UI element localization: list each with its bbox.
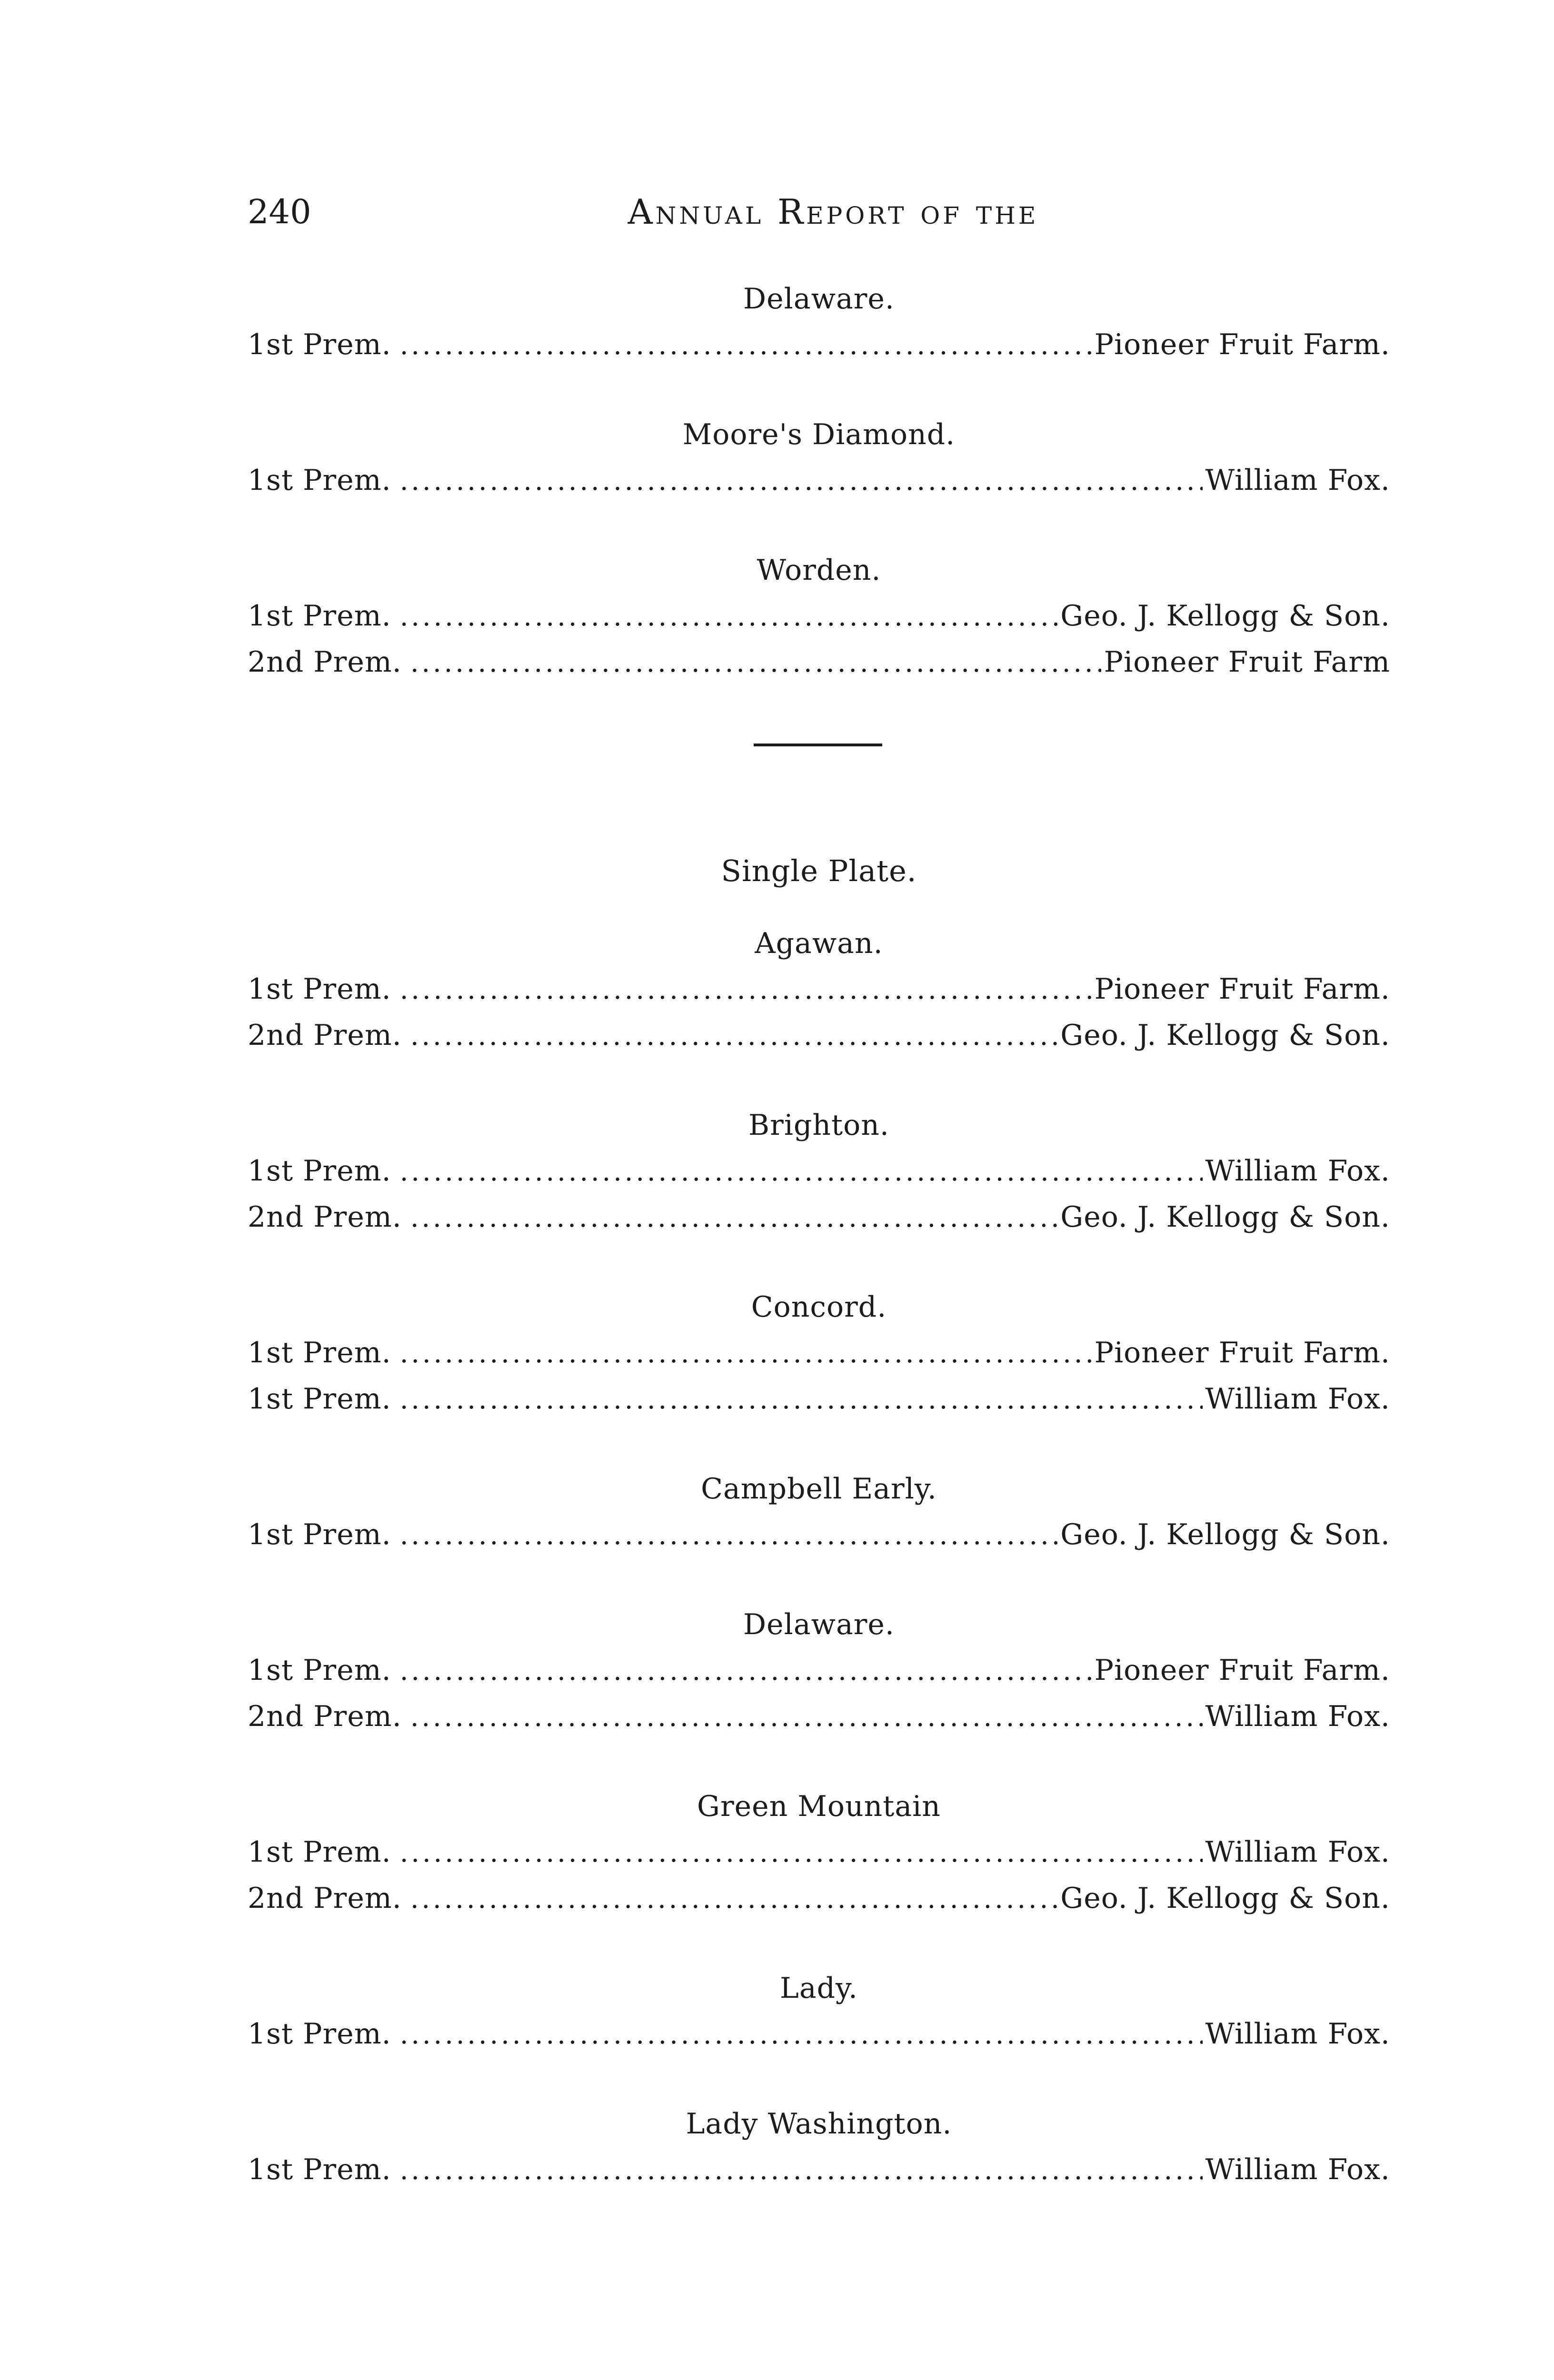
premium-entry (248, 1330, 1390, 1376)
winner-name: Pioneer Fruit Farm. (1094, 1336, 1390, 1369)
winner-name: William Fox. (1205, 2153, 1390, 2186)
winner-name: Pioneer Fruit Farm. (1094, 328, 1390, 361)
winner-name: Pioneer Fruit Farm. (1094, 1654, 1390, 1687)
variety-section (248, 1602, 1390, 1740)
dot-leader (400, 2147, 1203, 2193)
premium-label: 1st Prem. (248, 1835, 391, 1869)
premium-label: 2nd Prem. (248, 1882, 402, 1915)
dot-leader (410, 1694, 1203, 1740)
premium-entry (248, 2147, 1390, 2193)
variety-title: Lady. (779, 1972, 858, 2005)
divider-rule (754, 744, 882, 746)
winner-name: William Fox. (1205, 2017, 1390, 2051)
single-plate-groups (248, 921, 1390, 2193)
page-number: 240 (248, 192, 311, 231)
variety-section (248, 1466, 1390, 1558)
dot-leader (400, 1648, 1092, 1694)
variety-section (248, 276, 1390, 368)
dot-leader (400, 1512, 1058, 1558)
premium-label: 1st Prem. (248, 1382, 391, 1416)
premium-entry (248, 1012, 1390, 1059)
premium-entry (248, 322, 1390, 368)
variety-section (248, 1102, 1390, 1240)
variety-section (248, 1784, 1390, 1922)
winner-name: Geo. J. Kellogg & Son. (1060, 1019, 1390, 1052)
winner-name: Pioneer Fruit Farm (1104, 645, 1390, 679)
variety-section (248, 547, 1390, 685)
premium-entry (248, 1829, 1390, 1875)
premium-entry (248, 457, 1390, 504)
premium-label: 1st Prem. (248, 2017, 391, 2051)
premium-label: 2nd Prem. (248, 1200, 402, 1234)
winner-name: Geo. J. Kellogg & Son. (1060, 1518, 1390, 1551)
premium-entry (248, 2011, 1390, 2057)
premium-entry (248, 1647, 1390, 1694)
section-divider (248, 729, 1390, 801)
premium-entry (248, 1376, 1390, 1422)
dot-leader (400, 1330, 1092, 1377)
premium-label: 2nd Prem. (248, 1700, 402, 1733)
winner-name: Geo. J. Kellogg & Son. (1060, 1200, 1390, 1234)
premium-label: 1st Prem. (248, 328, 391, 361)
premium-entry (248, 1694, 1390, 1740)
winner-name: William Fox. (1205, 1382, 1390, 1416)
running-title: Annual Report of the (628, 192, 1039, 232)
winner-name: William Fox. (1205, 1835, 1390, 1869)
dot-leader (410, 1876, 1057, 1922)
premium-label: 1st Prem. (248, 464, 391, 497)
variety-section (248, 921, 1390, 1059)
variety-title: Campbell Early. (701, 1472, 937, 1506)
dot-leader (400, 594, 1058, 640)
dot-leader (400, 1149, 1203, 1195)
winner-name: Geo. J. Kellogg & Son. (1060, 599, 1390, 633)
dot-leader (400, 967, 1092, 1013)
dot-leader (410, 640, 1101, 686)
variety-title: Green Mountain (697, 1790, 941, 1823)
dot-leader (410, 1195, 1057, 1241)
winner-name: William Fox. (1205, 1700, 1390, 1733)
winner-name: William Fox. (1205, 1154, 1390, 1188)
running-head (248, 190, 1390, 233)
premium-entry (248, 966, 1390, 1012)
premium-label: 1st Prem. (248, 1154, 391, 1188)
variety-section (248, 2101, 1390, 2193)
premium-entry (248, 639, 1390, 685)
dot-leader (400, 1830, 1203, 1876)
variety-section (248, 412, 1390, 504)
dot-leader (400, 458, 1203, 504)
dot-leader (410, 1013, 1057, 1059)
variety-title: Delaware. (743, 1608, 895, 1641)
variety-section (248, 1284, 1390, 1422)
dot-leader (400, 2012, 1203, 2058)
premium-label: 1st Prem. (248, 1336, 391, 1369)
premium-label: 1st Prem. (248, 599, 391, 633)
premium-list (248, 276, 1390, 2237)
premium-label: 1st Prem. (248, 1654, 391, 1687)
premium-label: 1st Prem. (248, 1518, 391, 1551)
premium-label: 2nd Prem. (248, 1019, 402, 1052)
premium-entry (248, 1512, 1390, 1558)
premium-label: 1st Prem. (248, 2153, 391, 2186)
top-groups (248, 276, 1390, 685)
variety-title: Moore's Diamond. (682, 418, 956, 451)
premium-entry (248, 1194, 1390, 1240)
premium-entry (248, 1148, 1390, 1194)
variety-title: Delaware. (743, 282, 895, 316)
winner-name: Pioneer Fruit Farm. (1094, 972, 1390, 1006)
variety-title: Worden. (757, 554, 881, 587)
premium-label: 1st Prem. (248, 972, 391, 1006)
premium-label: 2nd Prem. (248, 645, 402, 679)
winner-name: Geo. J. Kellogg & Son. (1060, 1882, 1390, 1915)
single-plate-heading: Single Plate. (721, 853, 917, 888)
variety-title: Agawan. (755, 927, 883, 960)
variety-title: Concord. (751, 1290, 887, 1324)
variety-title: Brighton. (748, 1109, 889, 1142)
dot-leader (400, 1377, 1203, 1423)
variety-section (248, 1965, 1390, 2057)
variety-title: Lady Washington. (686, 2107, 952, 2141)
premium-entry (248, 593, 1390, 639)
winner-name: William Fox. (1205, 464, 1390, 497)
dot-leader (400, 322, 1092, 368)
premium-entry (248, 1875, 1390, 1922)
